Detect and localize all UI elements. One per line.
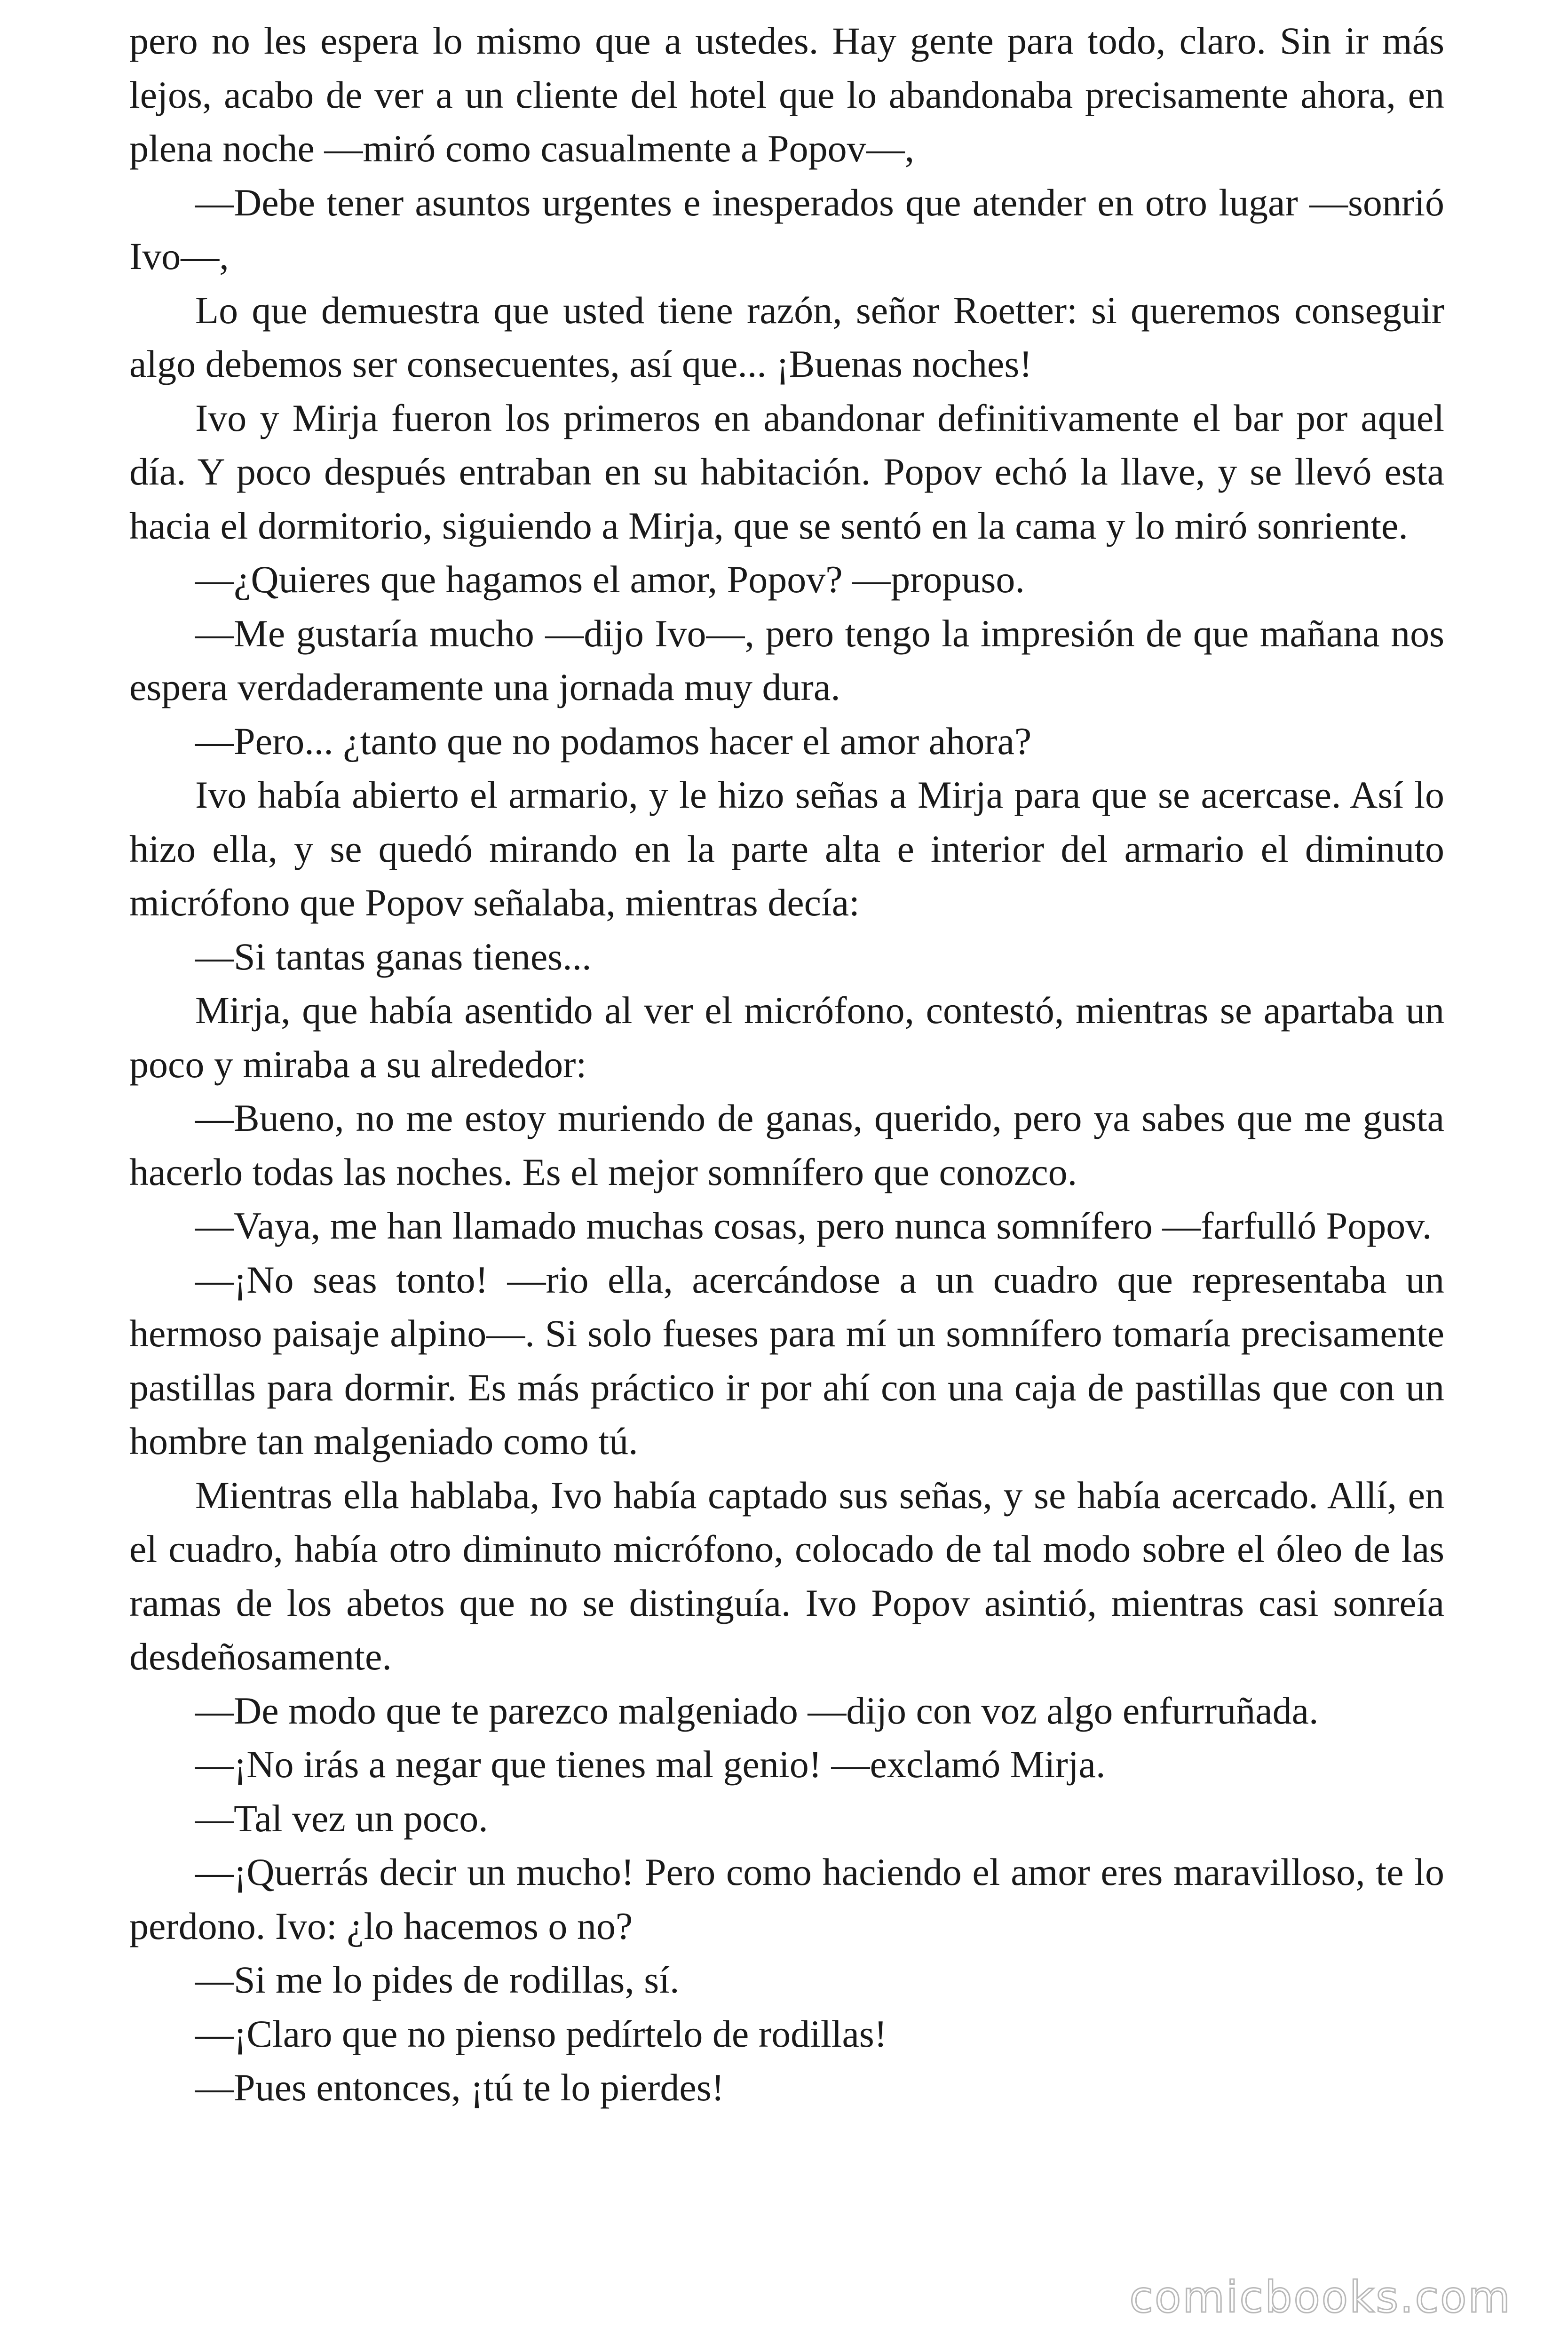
paragraph-13: —¡No seas tonto! —rio ella, acercándose a un cuadro que representaba un hermoso paisaje alpino—. Si solo fueses para mí un somnífero tomaría precisamente pastillas para dormir. Es más práctico ir por ahí con una caja de pastillas que con un hombre tan malgeniado como tú. — [129, 1258, 1444, 1462]
watermark-text: comicbooks.com — [1129, 2272, 1512, 2322]
paragraph-1: pero no les espera lo mismo que a ustedes. Hay gente para todo, claro. Sin ir más lejos, acabo de ver a un cliente del hotel que lo abandonaba precisamente ahora, en plena noche —miró como casualmente a Popov—, — [129, 19, 1444, 170]
paragraph-12: —Vaya, me han llamado muchas cosas, pero nunca somnífero —farfulló Popov. — [195, 1204, 1432, 1247]
paragraph-7: —Pero... ¿tanto que no podamos hacer el amor ahora? — [195, 719, 1032, 763]
paragraph-16: —¡No irás a negar que tienes mal genio! —exclamó Mirja. — [195, 1743, 1106, 1786]
paragraph-21: —Pues entonces, ¡tú te lo pierdes! — [195, 2066, 724, 2109]
paragraph-15: —De modo que te parezco malgeniado —dijo con voz algo enfurruñada. — [195, 1689, 1319, 1732]
paragraph-10: Mirja, que había asentido al ver el micrófono, contestó, mientras se apartaba un poco y miraba a su alrededor: — [129, 989, 1444, 1086]
paragraph-3: Lo que demuestra que usted tiene razón, señor Roetter: si queremos conseguir algo debemos ser consecuentes, así que... ¡Buenas noches! — [129, 288, 1444, 385]
paragraph-2: —Debe tener asuntos urgentes e inesperados que atender en otro lugar —sonrió Ivo—, — [129, 181, 1444, 278]
paragraph-4: Ivo y Mirja fueron los primeros en abandonar definitivamente el bar por aquel día. Y poco después entraban en su habitación. Popov echó la llave, y se llevó esta hacia el dormitorio, siguiendo a Mirja, que se sentó en la cama y lo miró sonriente. — [129, 396, 1444, 547]
paragraph-19: —Si me lo pides de rodillas, sí. — [195, 1958, 680, 2001]
document-page — [129, 14, 1444, 2115]
paragraph-8: Ivo había abierto el armario, y le hizo señas a Mirja para que se acercase. Así lo hizo ella, y se quedó mirando en la parte alta e interior del armario el diminuto micrófono que Popov señalaba, mientras decía: — [129, 773, 1444, 924]
paragraph-5: —¿Quieres que hagamos el amor, Popov? —propuso. — [195, 558, 1025, 601]
paragraph-20: —¡Claro que no pienso pedírtelo de rodillas! — [195, 2012, 887, 2055]
paragraph-11: —Bueno, no me estoy muriendo de ganas, querido, pero ya sabes que me gusta hacerlo todas las noches. Es el mejor somnífero que conozco. — [129, 1097, 1444, 1193]
paragraph-6: —Me gustaría mucho —dijo Ivo—, pero tengo la impresión de que mañana nos espera verdaderamente una jornada muy dura. — [129, 612, 1444, 708]
paragraph-14: Mientras ella hablaba, Ivo había captado sus señas, y se había acercado. Allí, en el cuadro, había otro diminuto micrófono, colocado de tal modo sobre el óleo de las ramas de los abetos que no se distinguía. Ivo Popov asintió, mientras casi sonreía desdeñosamente. — [129, 1473, 1444, 1678]
paragraph-9: —Si tantas ganas tienes... — [195, 935, 592, 978]
paragraph-17: —Tal vez un poco. — [195, 1796, 488, 1840]
paragraph-18: —¡Querrás decir un mucho! Pero como haciendo el amor eres maravilloso, te lo perdono. Ivo: ¿lo hacemos o no? — [129, 1851, 1444, 1947]
